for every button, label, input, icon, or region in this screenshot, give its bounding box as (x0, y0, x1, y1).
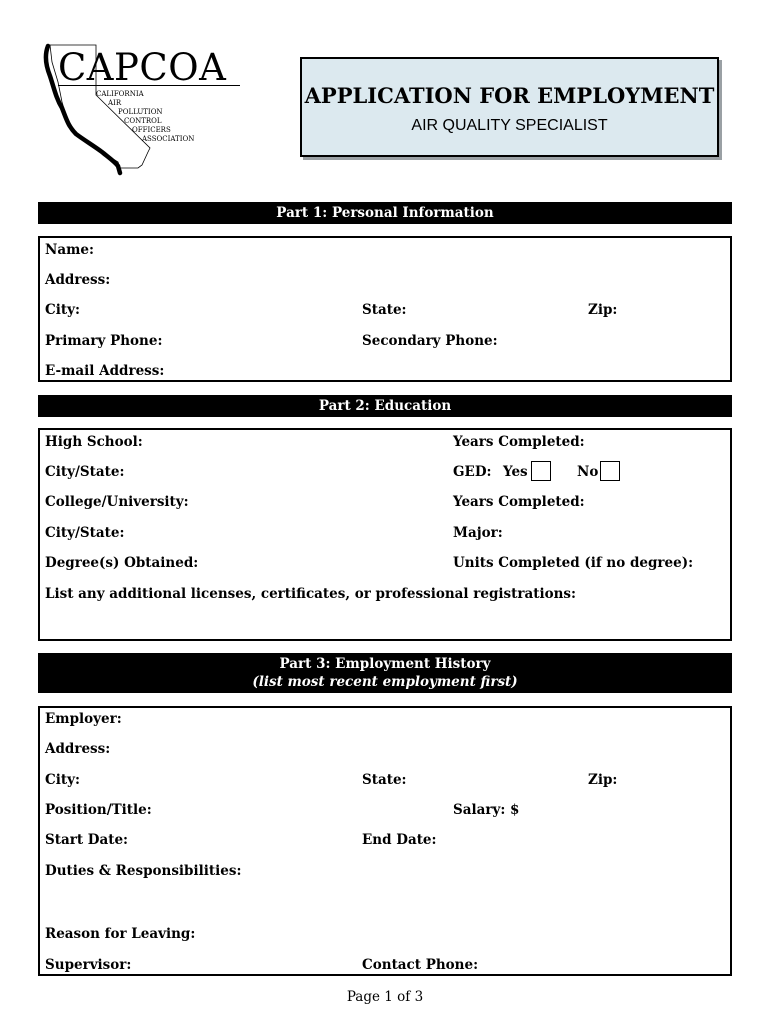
licenses-label[interactable]: List any additional licenses, certificates, or professional registrations: (45, 586, 576, 602)
part2-heading: Part 2: Education (318, 398, 452, 414)
years-completed-hs-label[interactable]: Years Completed: (453, 434, 585, 450)
years-completed-college-label[interactable]: Years Completed: (453, 494, 585, 510)
supervisor-label[interactable]: Supervisor: (45, 957, 132, 973)
address-label[interactable]: Address: (45, 272, 111, 288)
logo-line-4: CONTROL (124, 117, 162, 125)
contact-phone-label[interactable]: Contact Phone: (362, 957, 479, 973)
ged-yes-label: Yes (503, 464, 528, 480)
reason-for-leaving-label[interactable]: Reason for Leaving: (45, 926, 196, 942)
part3-heading-bar (38, 653, 732, 693)
page-subtitle: AIR QUALITY SPECIALIST (411, 117, 608, 134)
part3-heading: Part 3: Employment History (279, 656, 491, 672)
high-school-label[interactable]: High School: (45, 434, 143, 450)
zip-label[interactable]: Zip: (588, 302, 618, 318)
employer-city-label[interactable]: City: (45, 772, 80, 788)
ged-yes-checkbox[interactable] (531, 461, 551, 481)
duties-label[interactable]: Duties & Responsibilities: (45, 863, 242, 879)
state-label[interactable]: State: (362, 302, 407, 318)
city-label[interactable]: City: (45, 302, 80, 318)
units-completed-label[interactable]: Units Completed (if no degree): (453, 555, 694, 571)
logo-line-1: CALIFORNIA (96, 90, 144, 98)
employer-address-label[interactable]: Address: (45, 741, 111, 757)
ged-label: GED: (453, 464, 492, 480)
employer-label[interactable]: Employer: (45, 711, 122, 727)
page-title: APPLICATION FOR EMPLOYMENT (304, 83, 715, 108)
college-label[interactable]: College/University: (45, 494, 189, 510)
start-date-label[interactable]: Start Date: (45, 832, 129, 848)
employer-state-label[interactable]: State: (362, 772, 407, 788)
position-title-label[interactable]: Position/Title: (45, 802, 152, 818)
college-city-state-label[interactable]: City/State: (45, 525, 125, 541)
part1-heading: Part 1: Personal Information (276, 205, 494, 221)
ged-no-label: No (577, 464, 599, 480)
part2-section (38, 428, 732, 641)
logo-line-6: ASSOCIATION (142, 135, 195, 143)
secondary-phone-label[interactable]: Secondary Phone: (362, 333, 498, 349)
degrees-label[interactable]: Degree(s) Obtained: (45, 555, 199, 571)
major-label[interactable]: Major: (453, 525, 503, 541)
logo-line-5: OFFICERS (132, 126, 171, 134)
capcoa-logo (38, 40, 248, 180)
part3-subheading: (list most recent employment first) (252, 674, 518, 690)
salary-label[interactable]: Salary: $ (453, 802, 520, 818)
logo-line-3: POLLUTION (118, 108, 163, 116)
name-label[interactable]: Name: (45, 242, 94, 258)
email-label[interactable]: E-mail Address: (45, 363, 165, 379)
end-date-label[interactable]: End Date: (362, 832, 437, 848)
part1-heading-bar (38, 202, 732, 224)
employer-zip-label[interactable]: Zip: (588, 772, 618, 788)
primary-phone-label[interactable]: Primary Phone: (45, 333, 163, 349)
logo-line-2: AIR (108, 99, 122, 107)
part2-heading-bar (38, 395, 732, 417)
page-number: Page 1 of 3 (346, 989, 424, 1005)
title-box (300, 57, 719, 157)
hs-city-state-label[interactable]: City/State: (45, 464, 125, 480)
logo-wordmark: CAPCOA (58, 46, 227, 89)
ged-no-checkbox[interactable] (600, 461, 620, 481)
